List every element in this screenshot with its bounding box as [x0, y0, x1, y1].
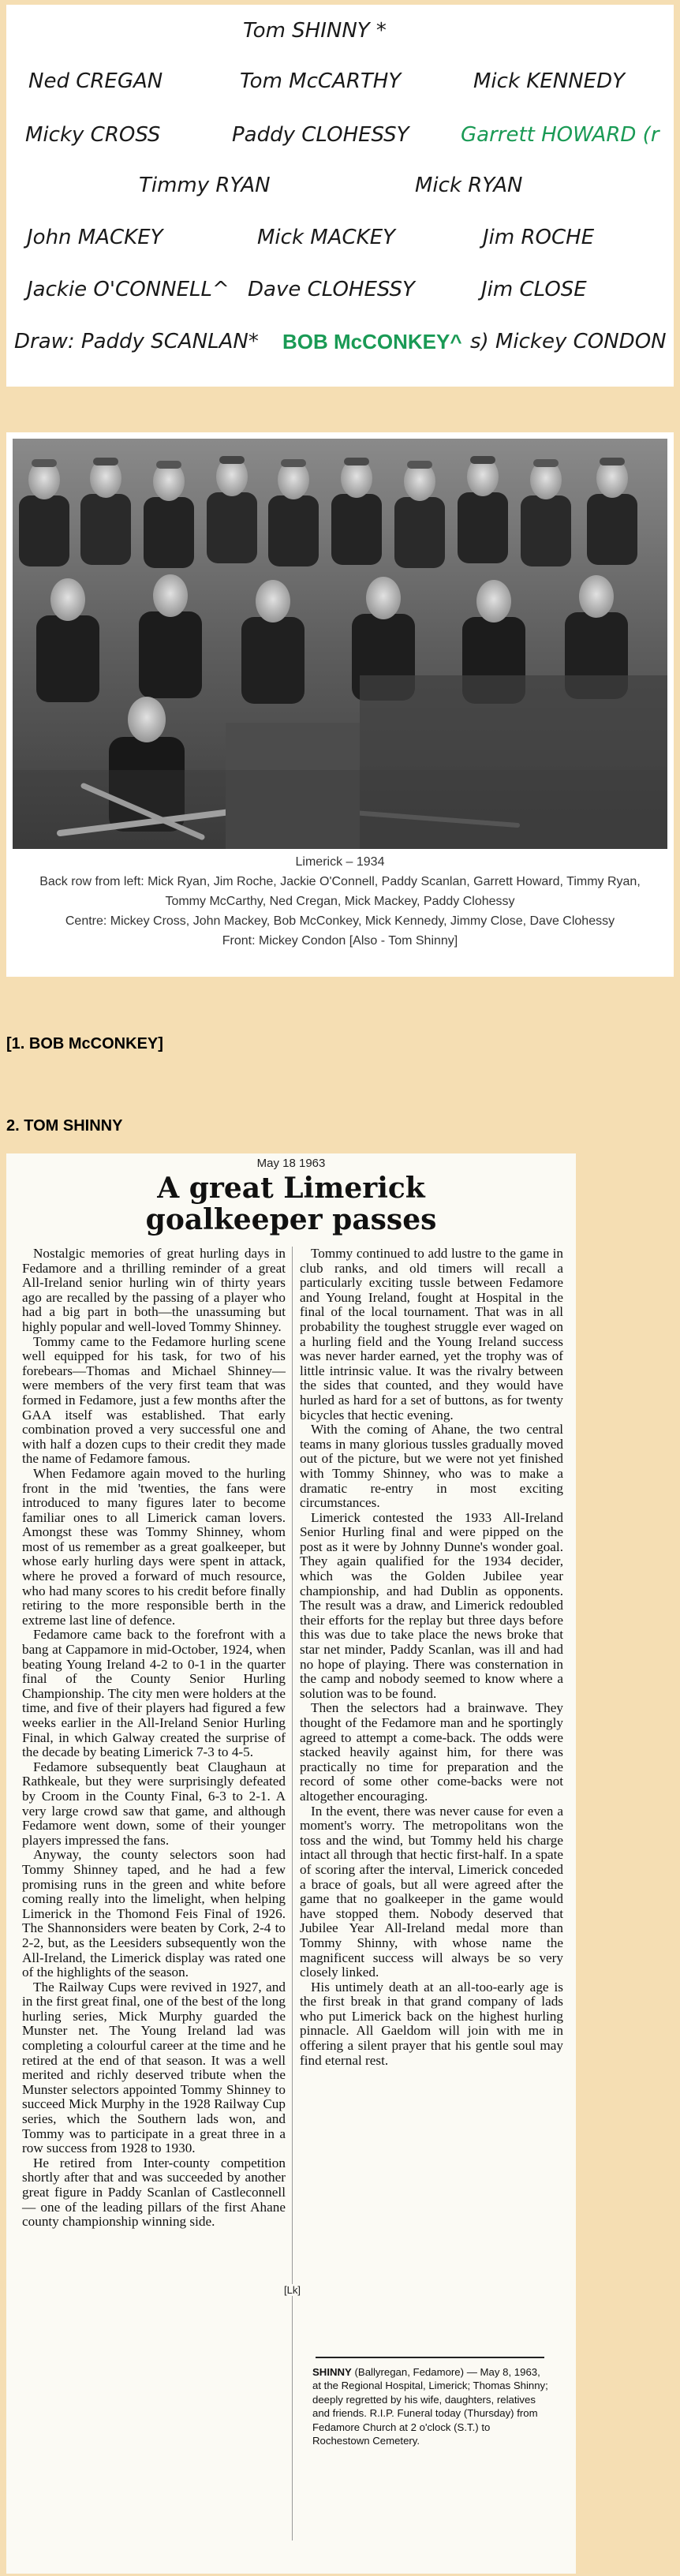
- player-name: Jim CLOSE: [481, 278, 587, 301]
- article-paragraph: Tommy came to the Fedamore hurling scene well equipped for his task, for two of his forebears—Thomas and Michael Shinney—were members of the very first team that was formed in Fedamore, just a few months after the GAA itself was established. That early combination proved a very successful one and with half a dozen cups to their credit they made the name of Fedamore famous.: [22, 1333, 286, 1467]
- section-heading-tom-shinny: 2. TOM SHINNY: [6, 1117, 123, 1135]
- caption-line: Front: Mickey Condon [Also - Tom Shinny]: [222, 934, 458, 948]
- death-notice-rule: [316, 2357, 544, 2358]
- lineup-row-midfield: [6, 174, 674, 208]
- lineup-row-halfbacks: [6, 123, 674, 158]
- player-name: Timmy RYAN: [139, 174, 271, 197]
- player-name-highlighted: Garrett HOWARD (r: [461, 123, 659, 147]
- player-name: Ned CREGAN: [28, 69, 163, 93]
- player-name: Tom McCARTHY: [240, 69, 402, 93]
- player-name: Mick MACKEY: [257, 226, 396, 249]
- player-name: Mick KENNEDY: [473, 69, 625, 93]
- player-name: Mick RYAN: [415, 174, 523, 197]
- player-name: Paddy CLOHESSY: [232, 123, 409, 147]
- player-name: Micky CROSS: [25, 123, 161, 147]
- team-photo-caption: [6, 852, 674, 951]
- article-paragraph: Then the selectors had a brainwave. They thought of the Fedamore man and he sportingly agreed to attempt a come-back. The odds were stacked heavily against him, for there was practically no time for preparation and the record of some other come-backs were not altogether encouraging.: [300, 1700, 563, 1804]
- article-paragraph: Fedamore came back to the forefront with a bang at Cappamore in mid-October, 1924, when beating Young Ireland 4-2 to 0-1 in the quarter final of the County Senior Hurling Championship. The city men were holders at the time, and five of their players had figured a few weeks earlier in the All-Ireland Senior Hurling Final, in which Galway created the surprise of the decade by beating Limerick 7-3 to 4-5.: [22, 1627, 286, 1760]
- article-paragraph: Tommy continued to add lustre to the game in club ranks, and old timers will recall a particularly exciting tussle between Fedamore and Young Ireland, fought at Hospital in the final of the local tournament. That was in all probability the toughest struggle ever waged on a hurling field and the Young Ireland success was never harder earned, yet the trophy was of little intrinsic value. It was the rivalry between the sides that counted, and they would have hurled as hard for a set of buttons, as for twenty bicycles that hectic evening.: [300, 1246, 563, 1423]
- player-name: Jim ROCHE: [483, 226, 595, 249]
- headline-line: A great Limerick: [157, 1172, 425, 1205]
- section-heading-bob-mcconkey: [1. BOB McCONKEY]: [6, 1035, 163, 1052]
- clipping-date: May 18 1963: [256, 1157, 326, 1170]
- player-name: Jackie O'CONNELL^: [27, 278, 230, 301]
- player-name: Draw: Paddy SCANLAN*: [14, 330, 259, 353]
- article-column-left: [22, 1247, 286, 2230]
- caption-line: Tommy McCarthy, Ned Cregan, Mick Mackey, Paddy Clohessy: [165, 895, 515, 908]
- player-name-highlighted: BOB McCONKEY^: [282, 330, 462, 353]
- article-paragraph: His untimely death at an all-too-early age is the first break in that grand company of lads who put Limerick back on the highest hurling pinnacle. All Gaeldom will join with me in offering a silent prayer that his gentle soul may find eternal rest.: [300, 1979, 563, 2068]
- article-paragraph: Nostalgic memories of great hurling days in Fedamore and a thrilling reminder of a great All-Ireland senior hurling win of thirty years ago are recalled by the passing of a player who had a big part in both—the unassuming but highly popular and well-loved Tommy Shinney.: [22, 1246, 286, 1334]
- article-paragraph: Anyway, the county selectors soon had Tommy Shinney taped, and he had a few promising runs in the green and white before coming really into the limelight, when helping Limerick in the Thomond Feis Final of 1926. The Shannonsiders were beaten by Cork, 2-4 to 2-2, but, as the Leesiders subsequently won the All-Ireland, the Limerick display was rated one of the highlights of the season.: [22, 1847, 286, 1980]
- lineup-row-halfforwards: [6, 226, 674, 260]
- team-photo-image: [13, 439, 667, 849]
- article-paragraph: Fedamore subsequently beat Claughaun at Rathkeale, but they were surprisingly defeated by Croom in the County Final, 6-3 to 2-1. A very large crowd saw that game, and although Fedamore went down, some of their younger players impressed the fans.: [22, 1759, 286, 1848]
- player-name: John MACKEY: [27, 226, 163, 249]
- player-name: Tom SHINNY *: [243, 19, 387, 43]
- article-paragraph: The Railway Cups were revived in 1927, and in the first great final, one of the best of the long hurling series, Mick Murphy guarded the Munster net. The Young Ireland lad was completing a colourful career at the time and he retired at the end of that season. It was a well merited and richly deserved tribute when the Munster selectors appointed Tommy Shinney to succeed Mick Murphy in the 1928 Railway Cup series, which the Southern lads won, and Tommy was to participate in a great three in a row success from 1928 to 1930.: [22, 1979, 286, 2156]
- player-name: Dave CLOHESSY: [248, 278, 415, 301]
- article-column-right: [300, 1247, 563, 2068]
- player-name: s) Mickey CONDON: [470, 330, 667, 353]
- article-paragraph: In the event, there was never cause for even a moment's worry. The metropolitans won the toss and the wind, but Tommy held his charge intact all through that hectic first-half. In a spate of scoring after the interval, Limerick conceded a brace of goals, but all were agreed after the game that no goalkeeper in the game would have stopped them. Nobody deserved that Jubilee Year All-Ireland medal more than Tommy Shinny, with whose name the magnificent success will always be so very closely linked.: [300, 1803, 563, 1980]
- newspaper-clipping: [6, 1153, 576, 2574]
- caption-line: Back row from left: Mick Ryan, Jim Roche, Jackie O'Connell, Paddy Scanlan, Garrett Howard, Timmy Ryan,: [39, 875, 641, 888]
- lineup-row-goalkeeper: [6, 19, 674, 54]
- article-paragraph: With the coming of Ahane, the two central teams in many glorious tussles gradually moved out of the picture, but we were not yet finished with Tommy Shinney, who was to make a dramatic re-entry in most exciting circumstances.: [300, 1422, 563, 1511]
- article-paragraph: He retired from Inter-county competition shortly after that and was succeeded by another great figure in Paddy Scanlan of Castleconnell — one of the leading pillars of the first Ahane county championship winning side.: [22, 2155, 286, 2230]
- lineup-row-fullforwards: [6, 278, 674, 312]
- caption-line: Centre: Mickey Cross, John Mackey, Bob McConkey, Mick Kennedy, Jimmy Close, Dave Clohessy: [65, 914, 615, 928]
- article-paragraph: Limerick contested the 1933 All-Ireland Senior Hurling final and were pipped on the post as it were by Johnny Dunne's wonder goal. They again qualified for the 1934 decider, which was the Golden Jubilee year championship, and had Dublin as opponents. The result was a draw, and Limerick redoubled their efforts for the replay but three days before this was due to take place the news broke that star net minder, Paddy Scanlan, was ill and had no hope of playing. There was consternation in the camp and nobody seemed to know where a solution was to be found.: [300, 1509, 563, 1701]
- lineup-row-draw-subs: [6, 330, 674, 365]
- team-photo: [13, 439, 667, 849]
- team-photo-card: [6, 432, 674, 977]
- headline-line: goalkeeper passes: [145, 1203, 437, 1236]
- caption-title: Limerick – 1934: [295, 855, 385, 869]
- death-notice-name: SHINNY: [312, 2366, 352, 2378]
- team-lineup: [6, 5, 674, 387]
- article-headline: [6, 1172, 576, 1236]
- article-paragraph: When Fedamore again moved to the hurling front in the mid 'twenties, the fans were introduced to many figures later to become familiar ones to all Limerick caman lovers. Amongst these was Tommy Shinney, whom most of us remember as a great goalkeeper, but whose early hurling days were spent in attack, where he proved a forward of much resource, who had many scores to his credit before finally retiring to the more responsible berth in the extreme last line of defence.: [22, 1465, 286, 1628]
- column-divider: [292, 1247, 293, 2540]
- death-notice-text: (Ballyregan, Fedamore) — May 8, 1963, at the Regional Hospital, Limerick; Thomas Shinny; deeply regretted by his wife, daughters, relatives and friends. R.I.P. Funeral today (Thursday) from Fedamore Church at 2 o'clock (S.T.) to Rochestown Cemetery.: [312, 2366, 548, 2447]
- death-notice: [312, 2365, 549, 2447]
- margin-annotation: [Lk]: [284, 2284, 301, 2296]
- lineup-row-fullbacks: [6, 69, 674, 104]
